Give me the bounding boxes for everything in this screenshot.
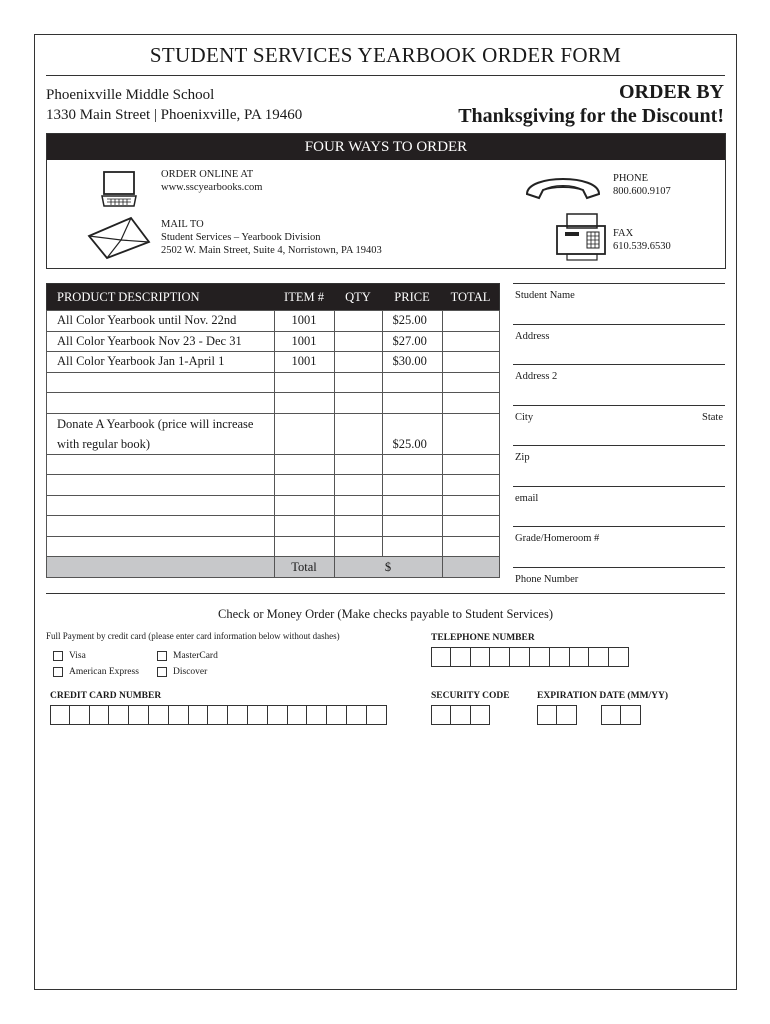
total-dollar[interactable]: $ xyxy=(334,557,442,578)
phone-number-label: Phone Number xyxy=(515,573,579,585)
checkbox-box[interactable] xyxy=(53,651,63,661)
checkbox-box[interactable] xyxy=(157,651,167,661)
qty-cell[interactable] xyxy=(334,331,382,352)
credit-card-number-label: CREDIT CARD NUMBER xyxy=(50,691,162,701)
city-label: City xyxy=(515,411,534,423)
product-table xyxy=(46,283,500,578)
security-code-cells[interactable] xyxy=(431,705,490,725)
checkbox-box[interactable] xyxy=(157,667,167,677)
mail-title: MAIL TO xyxy=(161,219,204,230)
product-desc: All Color Yearbook until Nov. 22nd xyxy=(47,311,275,332)
online-title: ORDER ONLINE AT xyxy=(161,169,254,180)
total-cell[interactable] xyxy=(442,311,500,332)
price-cell: $30.00 xyxy=(382,352,442,373)
payment-divider xyxy=(46,593,725,594)
table-row-donate xyxy=(47,413,500,454)
table-row xyxy=(47,475,500,496)
envelope-icon xyxy=(85,216,153,260)
donate-line2: with regular book) xyxy=(57,436,151,451)
expiration-year-cells[interactable] xyxy=(601,705,641,725)
form-title: STUDENT SERVICES YEARBOOK ORDER FORM xyxy=(149,43,622,67)
total-label: Total xyxy=(274,557,334,578)
table-row xyxy=(47,352,500,373)
email-label: email xyxy=(515,492,539,504)
mail-line1: Student Services – Yearbook Division xyxy=(161,232,321,243)
title-divider xyxy=(46,75,725,76)
qty-cell[interactable] xyxy=(334,413,382,454)
table-row xyxy=(47,311,500,332)
discover-checkbox[interactable] xyxy=(157,667,207,677)
order-by-notice xyxy=(458,80,724,128)
price-cell: $25.00 xyxy=(382,311,442,332)
order-form-page xyxy=(34,34,737,990)
ways-to-order-box xyxy=(46,133,726,269)
total-cell[interactable] xyxy=(442,331,500,352)
col-total: TOTAL xyxy=(442,284,500,311)
city-state-field[interactable] xyxy=(513,405,725,446)
phone-number[interactable]: 800.600.9107 xyxy=(613,186,671,197)
credit-card-number-cells[interactable] xyxy=(50,705,387,725)
zip-field[interactable] xyxy=(513,445,725,486)
total-cell[interactable] xyxy=(442,413,500,454)
state-label: State xyxy=(702,411,723,423)
ways-heading: FOUR WAYS TO ORDER xyxy=(47,134,725,160)
full-payment-note: Full Payment by credit card (please enter card information below without dashes) xyxy=(46,631,340,641)
table-row xyxy=(47,454,500,475)
order-online xyxy=(161,168,262,194)
visa-label: Visa xyxy=(69,651,86,661)
amex-checkbox[interactable] xyxy=(53,667,139,677)
expiration-month-cells[interactable] xyxy=(537,705,577,725)
order-by-line2: Thanksgiving for the Discount! xyxy=(458,105,724,127)
mail-line2: 2502 W. Main Street, Suite 4, Norristown, PA 19403 xyxy=(161,245,382,256)
address2-label: Address 2 xyxy=(515,371,558,382)
fax-title: FAX xyxy=(613,228,634,239)
donate-line1: Donate A Yearbook (price will increase xyxy=(57,416,254,431)
online-url[interactable]: www.sscyearbooks.com xyxy=(161,182,263,193)
total-row xyxy=(47,557,500,578)
telephone-number-label: TELEPHONE NUMBER xyxy=(431,633,535,643)
total-cell[interactable] xyxy=(442,352,500,373)
address-label: Address xyxy=(515,330,550,342)
visa-checkbox[interactable] xyxy=(53,651,86,661)
telephone-number-cells[interactable] xyxy=(431,647,629,667)
item-number: 1001 xyxy=(274,311,334,332)
expiration-date-label: EXPIRATION DATE (MM/YY) xyxy=(537,691,669,701)
email-field[interactable] xyxy=(513,486,725,527)
student-info-fields xyxy=(513,283,725,607)
student-name-label: Student Name xyxy=(515,290,575,301)
school-name: Phoenixville Middle School xyxy=(46,87,215,103)
amex-label: American Express xyxy=(69,667,139,677)
item-number: 1001 xyxy=(274,331,334,352)
order-by-line1: ORDER BY xyxy=(618,81,724,103)
fax-number[interactable]: 610.539.6530 xyxy=(613,241,671,252)
mastercard-checkbox[interactable] xyxy=(157,651,218,661)
product-table-header xyxy=(47,284,500,311)
security-code-label: SECURITY CODE xyxy=(431,691,510,701)
qty-cell[interactable] xyxy=(334,311,382,332)
donate-desc xyxy=(47,413,275,454)
phone-title: PHONE xyxy=(613,173,649,184)
student-name-field[interactable] xyxy=(513,283,725,324)
table-row xyxy=(47,372,500,393)
phone-icon xyxy=(523,168,603,204)
check-money-order-note: Check or Money Order (Make checks payable to Student Services) xyxy=(218,607,553,621)
price-cell: $25.00 xyxy=(382,413,442,454)
mastercard-label: MasterCard xyxy=(173,651,218,661)
address2-field[interactable] xyxy=(513,364,725,405)
col-price: PRICE xyxy=(382,284,442,311)
fax-icon xyxy=(555,212,607,262)
table-row xyxy=(47,495,500,516)
col-qty: QTY xyxy=(334,284,382,311)
grade-field[interactable] xyxy=(513,526,725,567)
checkbox-box[interactable] xyxy=(53,667,63,677)
fax-order xyxy=(613,227,671,253)
table-row xyxy=(47,393,500,414)
phone-number-field[interactable] xyxy=(513,567,725,608)
mail-to xyxy=(161,218,382,257)
qty-cell[interactable] xyxy=(334,352,382,373)
price-cell: $27.00 xyxy=(382,331,442,352)
discover-label: Discover xyxy=(173,667,208,677)
product-desc: All Color Yearbook Jan 1-April 1 xyxy=(47,352,275,373)
col-item-number: ITEM # xyxy=(274,284,334,311)
table-row xyxy=(47,536,500,557)
item-number: 1001 xyxy=(274,352,334,373)
zip-label: Zip xyxy=(515,452,530,463)
grade-label: Grade/Homeroom # xyxy=(515,533,600,544)
table-row xyxy=(47,331,500,352)
school-address: 1330 Main Street | Phoenixville, PA 19460 xyxy=(46,107,303,123)
school-info xyxy=(46,85,302,125)
col-product-description: PRODUCT DESCRIPTION xyxy=(47,284,275,311)
address-field[interactable] xyxy=(513,324,725,365)
laptop-icon xyxy=(101,170,137,208)
phone-order xyxy=(613,172,671,198)
product-desc: All Color Yearbook Nov 23 - Dec 31 xyxy=(47,331,275,352)
table-row xyxy=(47,516,500,537)
